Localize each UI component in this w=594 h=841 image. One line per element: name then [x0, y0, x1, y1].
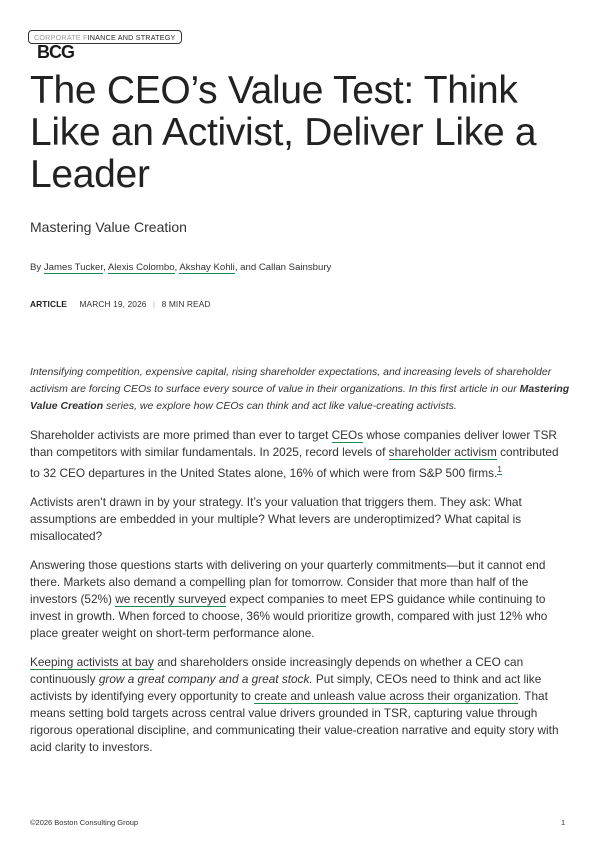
- intro-text-1: Intensifying competition, expensive capital, rising shareholder expectations, and increasing levels of shareholder activism are forcing CEOs to surface every source of value in their organizations. In this first article in our: [30, 366, 552, 395]
- author-link-2[interactable]: Alexis Colombo: [107, 262, 175, 273]
- footer-copyright: ©2026 Boston Consulting Group: [30, 818, 139, 827]
- authors-tail: , and Callan Sainsbury: [234, 262, 332, 273]
- p1-text-1: Shareholder activists are more primed than ever to target: [30, 428, 332, 442]
- shareholder-activism-link[interactable]: shareholder activism: [388, 445, 497, 459]
- series-subtitle: Mastering Value Creation: [30, 219, 187, 235]
- p4-text-1: and shareholders onside increasingly depends on whether a CEO can continuously: [30, 654, 524, 686]
- p4-text-2: Put simply, CEOs need to think and act like activists by identifying every opportunity to: [30, 671, 542, 703]
- author-link-1[interactable]: James Tucker: [43, 262, 104, 273]
- meta-separator: |: [152, 299, 156, 309]
- p1-text-3: contributed to 32 CEO departures in the United States alone, 16% of which were from S&P 500 firms.: [30, 445, 559, 480]
- by-label: By: [30, 262, 42, 273]
- paragraph-3: [30, 557, 570, 642]
- keeping-activists-link[interactable]: Keeping activists at bay: [30, 654, 154, 669]
- article-title: The CEO’s Value Test: Think Like an Activist, Deliver Like a Leader: [30, 69, 537, 196]
- intro-series-name: Mastering Value Creation: [30, 383, 570, 412]
- page-number: 1: [561, 818, 566, 827]
- intro-text-2: series, we explore how CEOs can think and act like value-creating activists.: [103, 400, 457, 412]
- ceos-link[interactable]: CEOs: [331, 428, 364, 442]
- category-tag-rest: INANCE AND STRATEGY: [87, 33, 176, 42]
- paragraph-2: Activists aren’t drawn in by your strategy. It’s your valuation that triggers them. They ask: What assumptions are embedded in your multiple? What levers are underoptimized? What capital is misallocated?: [30, 494, 522, 543]
- bcg-logo[interactable]: BCG: [37, 42, 74, 62]
- read-time: 8 MIN READ: [161, 299, 211, 309]
- p3-text-2: expect companies to meet EPS guidance while continuing to invest in growth. When forced to choose, 36% would prioritize growth, compared with just 12% who place greater weight on short-term performance alone.: [30, 591, 548, 640]
- paragraph-1: [30, 427, 570, 482]
- p3-text-1: Answering those questions starts with delivering on your quarterly commitments—but it cannot end there. Markets also demand a compelling plan for tomorrow. Consider that more than half of the investors (52%): [30, 557, 546, 606]
- create-value-link[interactable]: create and unleash value across their organization: [254, 688, 518, 703]
- article-type: ARTICLE: [30, 299, 67, 309]
- survey-link[interactable]: we recently surveyed: [115, 591, 227, 606]
- article-meta: [30, 299, 211, 309]
- category-tag-faded: CORPORATE F: [34, 33, 88, 42]
- p4-text-3: . That means setting bold targets across central value drivers grounded in TSR, capturing value through rigorous operational discipline, and communicating their value-creation narrative and equity story with acid clarity to investors.: [30, 688, 559, 754]
- intro-paragraph: [30, 364, 570, 415]
- header: [28, 30, 203, 66]
- p4-emphasis: grow a great company and a great stock.: [98, 671, 313, 686]
- article-body: [30, 364, 570, 768]
- p1-text-2: whose companies deliver lower TSR than competitors with similar fundamentals. In 2025, record levels of: [30, 428, 557, 459]
- paragraph-4: [30, 654, 570, 756]
- author-link-3[interactable]: Akshay Kohli: [179, 262, 235, 273]
- author-line: By James Tucker, Alexis Colombo, Akshay Kohli, and Callan Sainsbury: [30, 262, 332, 273]
- article-date: MARCH 19, 2026: [79, 299, 147, 309]
- footnote-link-1[interactable]: 1: [497, 465, 502, 474]
- footnote-ref: [497, 464, 501, 475]
